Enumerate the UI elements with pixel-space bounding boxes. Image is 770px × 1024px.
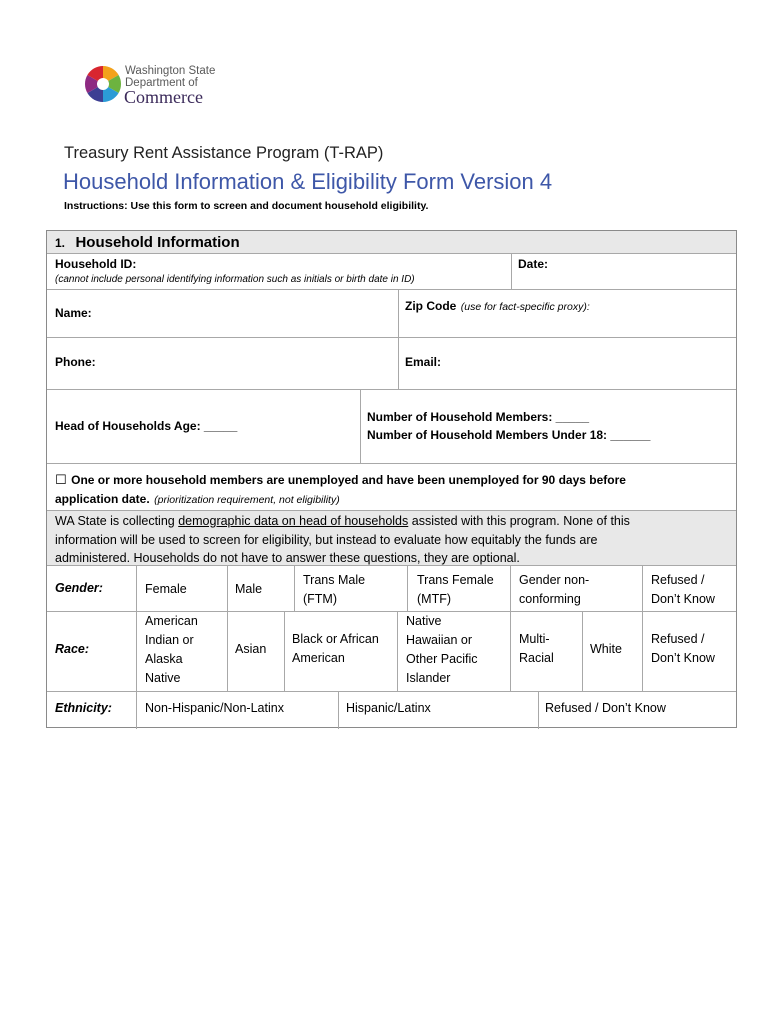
race-option-pacific-islander[interactable]: Native Hawaiian or Other Pacific Islander [406, 614, 478, 685]
household-members: Number of Household Members: _____ [367, 410, 590, 424]
race-option-american-indian[interactable]: American Indian or Alaska Native [145, 614, 198, 685]
logo-line-3: Commerce [124, 87, 203, 107]
gender-label: Gender: [55, 581, 103, 595]
race-option-multi-racial[interactable]: Multi- Racial [519, 632, 554, 665]
gender-option-male[interactable]: Male [235, 582, 263, 596]
unemployed-checkbox-row [55, 471, 626, 489]
instructions: Instructions: Use this form to screen and document household eligibility. [64, 200, 429, 212]
household-information-section [46, 230, 737, 728]
unemployed-text-line-2: application date. [55, 492, 150, 506]
race-option-refused[interactable]: Refused / Don’t Know [651, 632, 715, 665]
email-label: Email: [405, 355, 442, 369]
phone-label: Phone: [55, 355, 96, 369]
gender-option-female[interactable]: Female [145, 582, 187, 596]
household-members-under-18: Number of Household Members Under 18: ______ [367, 428, 651, 442]
section-heading [55, 234, 240, 252]
demographics-underlined-text: demographic data on head of households [178, 514, 409, 528]
ethnicity-option-refused[interactable]: Refused / Don’t Know [545, 701, 666, 715]
zip-code-note: (use for fact-specific proxy): [460, 301, 590, 313]
zip-code-label: Zip Code [405, 299, 457, 313]
commerce-logo-icon [82, 63, 124, 105]
gender-option-refused[interactable]: Refused / Don’t Know [651, 573, 715, 606]
logo-line-1: Washington State [125, 65, 216, 77]
section-title: Household Information [75, 234, 240, 251]
program-name: Treasury Rent Assistance Program (T-RAP) [64, 144, 384, 162]
race-option-asian[interactable]: Asian [235, 642, 267, 656]
unemployed-checkbox[interactable]: ☐ [55, 472, 67, 487]
ethnicity-option-hispanic[interactable]: Hispanic/Latinx [346, 701, 431, 715]
race-option-black[interactable]: Black or African American [292, 632, 379, 665]
unemployed-line-2 [55, 490, 340, 508]
commerce-logo [82, 63, 222, 109]
name-label: Name: [55, 306, 92, 320]
unemployed-text-line-1: One or more household members are unemployed and have been unemployed for 90 days before [71, 473, 626, 487]
demographics-text-line-2: information will be used to screen for eligibility, but instead to evaluate how equitably the funds are [55, 532, 598, 547]
section-number: 1. [55, 236, 66, 250]
race-option-white[interactable]: White [590, 642, 622, 656]
gender-option-non-conforming[interactable]: Gender non- conforming [519, 573, 590, 606]
demographics-text-pre: WA State is collecting [55, 514, 175, 528]
household-id-note: (cannot include personal identifying information such as initials or birth date in ID) [55, 274, 415, 285]
form-title: Household Information & Eligibility Form Version 4 [63, 169, 553, 194]
head-of-household-age: Head of Households Age: _____ [55, 419, 238, 433]
logo-line-2: Department of [125, 77, 198, 89]
ethnicity-option-non-hispanic[interactable]: Non-Hispanic/Non-Latinx [145, 701, 284, 715]
demographics-text-line-3: administered. Households do not have to answer these questions, they are optional. [55, 551, 520, 565]
demographics-text-post: assisted with this program. None of this [411, 514, 630, 528]
unemployed-note: (prioritization requirement, not eligibility) [154, 494, 340, 506]
ethnicity-label: Ethnicity: [55, 701, 112, 715]
gender-option-trans-male[interactable]: Trans Male (FTM) [303, 573, 366, 606]
gender-option-trans-female[interactable]: Trans Female (MTF) [417, 573, 494, 606]
household-id-label: Household ID: [55, 257, 137, 271]
date-label: Date: [518, 257, 549, 271]
zip-code-field [405, 297, 590, 315]
demographics-note [55, 512, 630, 568]
race-label: Race: [55, 642, 90, 656]
